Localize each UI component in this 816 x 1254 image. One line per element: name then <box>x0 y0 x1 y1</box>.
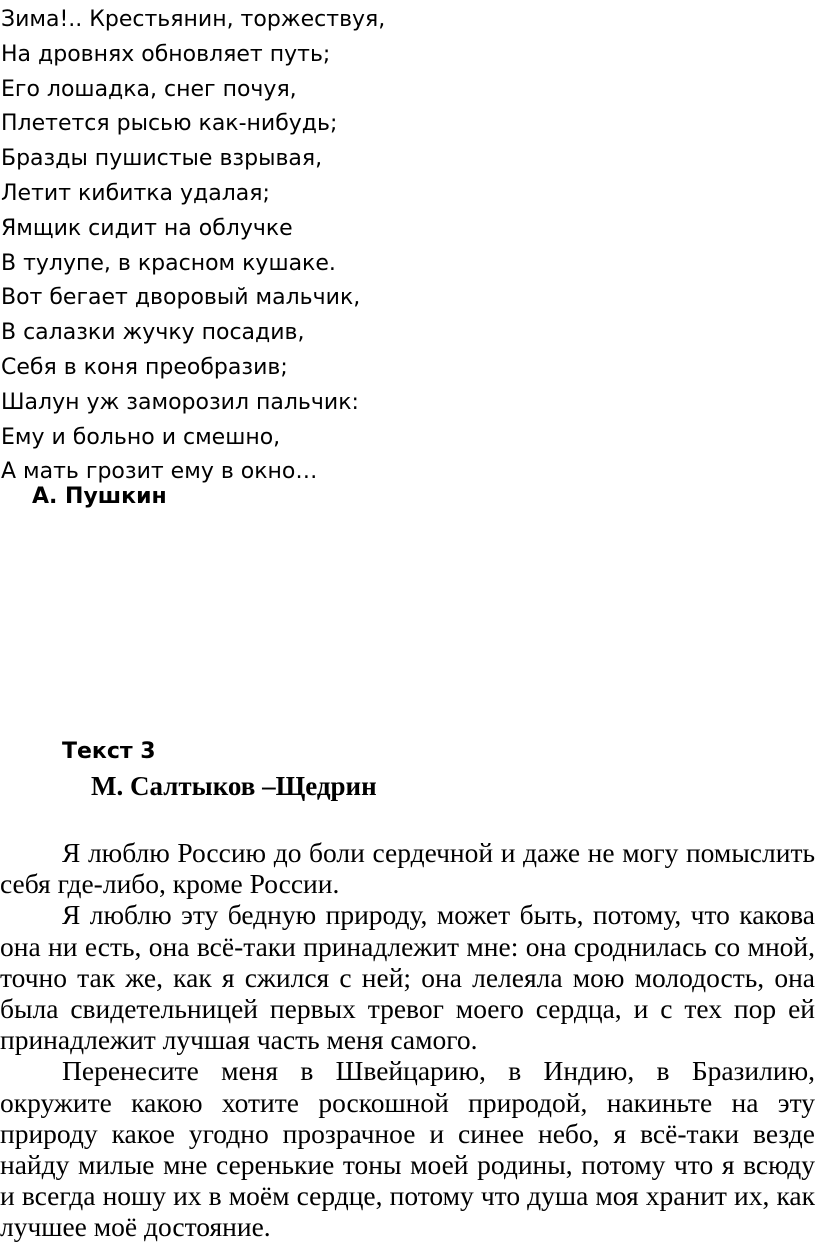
section-heading: Текст 3 <box>62 739 156 764</box>
prose-author: М. Салтыков –Щедрин <box>91 771 377 801</box>
poem-line: Шалун уж заморозил пальчик: <box>1 389 359 415</box>
poem-line: В тулупе, в красном кушаке. <box>1 250 336 276</box>
paragraph: Я люблю эту бедную природу, может быть, потому, что какова она ни есть, она всё-таки принадлежит мне: она сроднилась со мной, точно так же, как я сжился с ней; она лелеяла мою молодость, она была свидетельницей первых тревог моего сердца, и с тех пор ей принадлежит лучшая часть меня самого. <box>0 899 815 1056</box>
poem-line: Себя в коня преобразив; <box>1 354 288 380</box>
poem-line: На дровнях обновляет путь; <box>1 41 331 67</box>
poem-line: Зима!.. Крестьянин, торжествуя, <box>1 7 386 32</box>
poem-line: Летит кибитка удалая; <box>1 180 270 206</box>
poem-line: В салазки жучку посадив, <box>1 320 305 346</box>
poem-line: Его лошадка, снег почуя, <box>1 76 297 102</box>
poem-author: А. Пушкин <box>32 484 167 509</box>
prose-body <box>0 837 815 1243</box>
poem-line: Плетется рысью как-нибудь; <box>1 111 338 137</box>
poem-line: Ямщик сидит на облучке <box>1 215 293 241</box>
poem-line: Вот бегает дворовый мальчик, <box>1 285 361 311</box>
paragraph: Перенесите меня в Швейцарию, в Индию, в Бразилию, окружите какою хотите роскошной природой, накиньте на эту природу какое угодно прозрачное и синее небо, я всё-таки везде найду милые мне серенькие тоны моей родины, потому что я всюду и всегда ношу их в моём сердце, потому что душа моя хранит их, как лучшее моё достояние. <box>0 1055 815 1243</box>
poem-line: Бразды пушистые взрывая, <box>1 146 323 172</box>
poem <box>1 3 701 490</box>
poem-line: Ему и больно и смешно, <box>1 424 281 450</box>
poem-line: А мать грозит ему в окно… <box>1 459 318 485</box>
paragraph: Я люблю Россию до боли сердечной и даже не могу помыслить себя где-либо, кроме России. <box>0 837 815 900</box>
